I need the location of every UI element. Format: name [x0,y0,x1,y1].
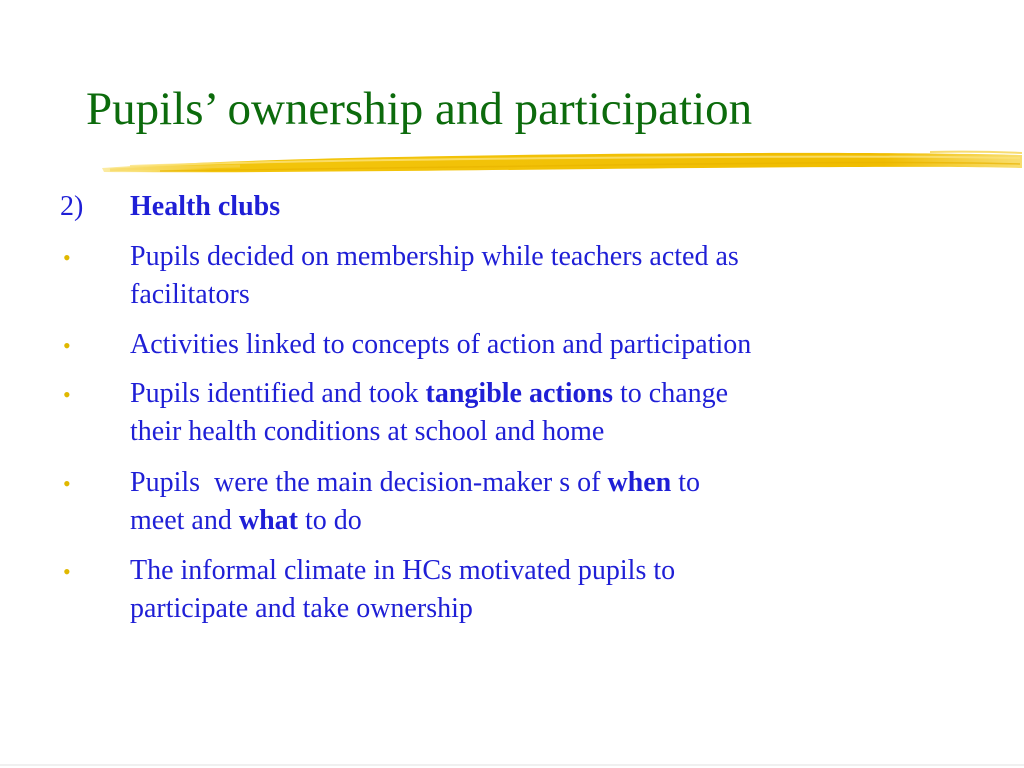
bullet-line: facilitators [130,279,250,310]
bottom-divider [0,764,1024,766]
bullet-line [130,502,970,540]
bullet-line [130,375,970,413]
slide-title: Pupils’ ownership and participation [86,83,753,135]
section-heading: Health clubs [130,191,281,222]
bullet-line: participate and take ownership [130,593,473,624]
bullet-text-segment: to change [613,378,729,409]
bullet-icon: • [63,471,71,496]
bullet-text [130,326,970,364]
bullet-line: The informal climate in HCs motivated pupils to [130,555,676,586]
bullet-text [130,238,970,314]
section-number: 2) [60,191,84,222]
bullet-line: their health conditions at school and home [130,416,605,447]
emphasis-tangible-actions: tangible actions [425,378,613,409]
bullet-text-segment: Pupils identified and took [130,378,426,409]
bullet-icon: • [63,559,71,584]
bullet-icon: • [63,382,71,407]
bullet-text [130,552,970,628]
bullet-line: Activities linked to concepts of action and participation [130,329,752,360]
bullet-icon: • [63,245,71,270]
bullet-text [130,464,970,540]
bullet-text [130,375,970,451]
bullet-line [130,464,970,502]
bullet-text-segment: to [671,467,701,498]
bullet-text-segment: meet and [130,505,239,536]
bullet-text-segment: to do [297,505,362,536]
emphasis-when: when [607,467,672,498]
title-brush-underline [100,146,1024,186]
bullet-icon: • [63,333,71,358]
bullet-line: Pupils decided on membership while teachers acted as [130,241,739,272]
emphasis-what: what [238,505,298,536]
bullet-text-segment: Pupils were the main decision-maker s of [130,467,608,498]
